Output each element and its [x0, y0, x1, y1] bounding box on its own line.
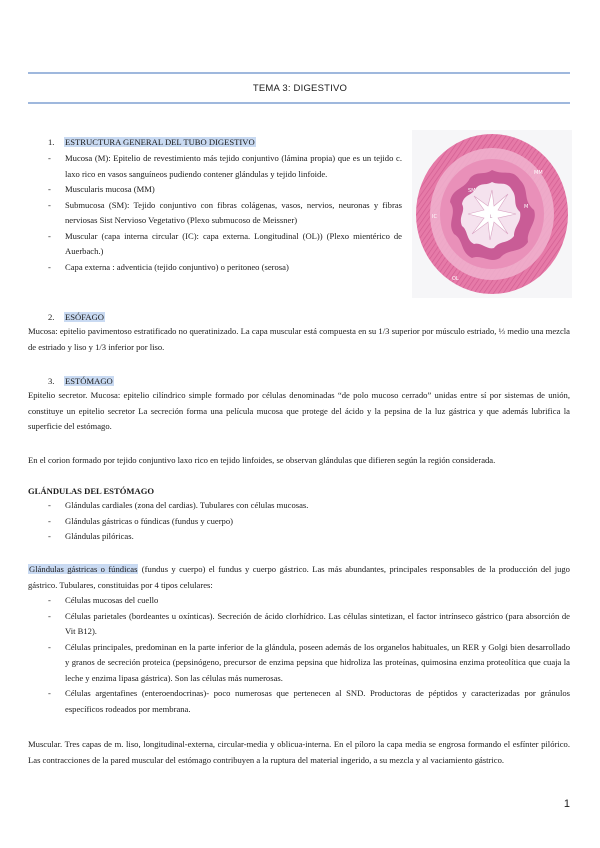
header-rule-bottom: [28, 102, 570, 104]
page-number: 1: [563, 798, 570, 810]
section-2-title: ESÓFAGO: [65, 312, 104, 322]
label-mm: MM: [534, 170, 543, 176]
list-item: - Mucosa (M): Epitelio de revestimiento más tejido conjuntivo (lámina propia) que es un tejido c. laxo rico en vasos sanguíneos pudiendo contener glándulas y tejido linfoide.: [48, 151, 402, 182]
section-1-heading: [48, 137, 408, 147]
label-ol: OL: [452, 276, 459, 282]
list-item: - Muscularis mucosa (MM): [48, 182, 402, 198]
section-2-number: 2.: [48, 312, 55, 322]
list-item: - Glándulas gástricas o fúndicas (fundus y cuerpo): [48, 514, 570, 530]
digestive-tube-micrograph: [412, 130, 572, 298]
section-1-title: ESTRUCTURA GENERAL DEL TUBO DIGESTIVO: [65, 137, 255, 147]
muscular-text: Muscular. Tres capas de m. liso, longitudinal-externa, circular-media y oblicua-interna. En el píloro la capa media se engrosa formando el esfínter pilórico. Las contracciones de la pared muscular del estómago contribuyen a la ruptura del material ingerido, a su mezcla y al vaciamiento gástrico.: [28, 739, 570, 765]
section-2-heading: [48, 312, 248, 322]
fundic-glands-desc: (fundus y cuerpo) el fundus y cuerpo gástrico. Las más abundantes, principales responsables de la producción del jugo gástrico. Tubulares, constituidas por 4 tipos celulares:: [28, 564, 570, 590]
list-item: - Muscular (capa interna circular (IC): capa externa. Longitudinal (OL)) (Plexo mientérico de Auerbach.): [48, 229, 402, 260]
list-item: - Células principales, predominan en la parte inferior de la glándula, poseen además de los organelos habituales, un RER y Golgi bien desarrollado y granos de secreción proteica (pepsinógeno, precursor de enzima pepsina que hidroliza las proteínas, quimosina enzima proteolítica que cuaja la leche y enzima lipasa gástrica). Son las células más numerosas.: [48, 640, 570, 687]
section-3-heading: [48, 376, 248, 386]
list-item: - Submucosa (SM): Tejido conjuntivo con fibras colágenas, vasos, nervios, neuronas y fibras nerviosas Sist Nervioso Vegetativo (Plexo submucoso de Meissner): [48, 198, 402, 229]
list-item: - Células mucosas del cuello: [48, 593, 570, 609]
list-item: - Células parietales (bordeantes u oxínticas). Secreción de ácido clorhídrico. Las células sintetizan, el factor intrínseco gástrico (para absorción de Vit B12).: [48, 609, 570, 640]
fundic-glands-highlight: Glándulas gástricas o fúndicas: [29, 564, 138, 574]
glands-list: [48, 498, 570, 545]
stomach-text-1: Epitelio secretor. Mucosa: epitelio cilíndrico simple formado por células denominadas “de polo mucoso cerrado” unidas entre sí por sistemas de unión, constituye un epitelio secretor La secreción forma una película mucosa que protege del ácido y la pepsina de la luz gástrica y que además lubrifica la superficie del estómago.: [28, 390, 570, 431]
fundic-glands-text: [28, 562, 570, 593]
section-1-list: [48, 151, 402, 275]
list-item: - Capa externa : adventicia (tejido conjuntivo) o peritoneo (serosa): [48, 260, 402, 276]
header-rule-top: [28, 72, 570, 74]
section-3-number: 3.: [48, 376, 55, 386]
label-ic: IC: [432, 214, 437, 220]
label-m: M: [524, 204, 529, 210]
list-item: - Glándulas pilóricas.: [48, 529, 570, 545]
section-3-title: ESTÓMAGO: [65, 376, 113, 386]
section-1-number: 1.: [48, 137, 55, 147]
list-item: - Glándulas cardiales (zona del cardias). Tubulares con células mucosas.: [48, 498, 570, 514]
esophagus-text: Mucosa: epitelio pavimentoso estratificado no queratinizado. La capa muscular está compuesta en su 1/3 superior por músculo estriado, ⅓ medio una mezcla de estriado y liso y 1/3 inferior por liso.: [28, 326, 570, 352]
label-l: L: [490, 214, 493, 219]
stomach-text-2: En el corion formado por tejido conjuntivo laxo rico en tejido linfoides, se observan glándulas que difieren según la región considerada.: [28, 455, 496, 465]
cell-types-list: [48, 593, 570, 717]
list-item: - Células argentafines (enteroendocrinas)- poco numerosas que pertenecen al SND. Productoras de péptidos y caracterizadas por gránulos específicos rodeados por membrana.: [48, 686, 570, 717]
glands-heading: GLÁNDULAS DEL ESTÓMAGO: [28, 486, 155, 496]
page-title: TEMA 3: DIGESTIVO: [252, 83, 348, 94]
label-sm: SM: [468, 188, 476, 194]
